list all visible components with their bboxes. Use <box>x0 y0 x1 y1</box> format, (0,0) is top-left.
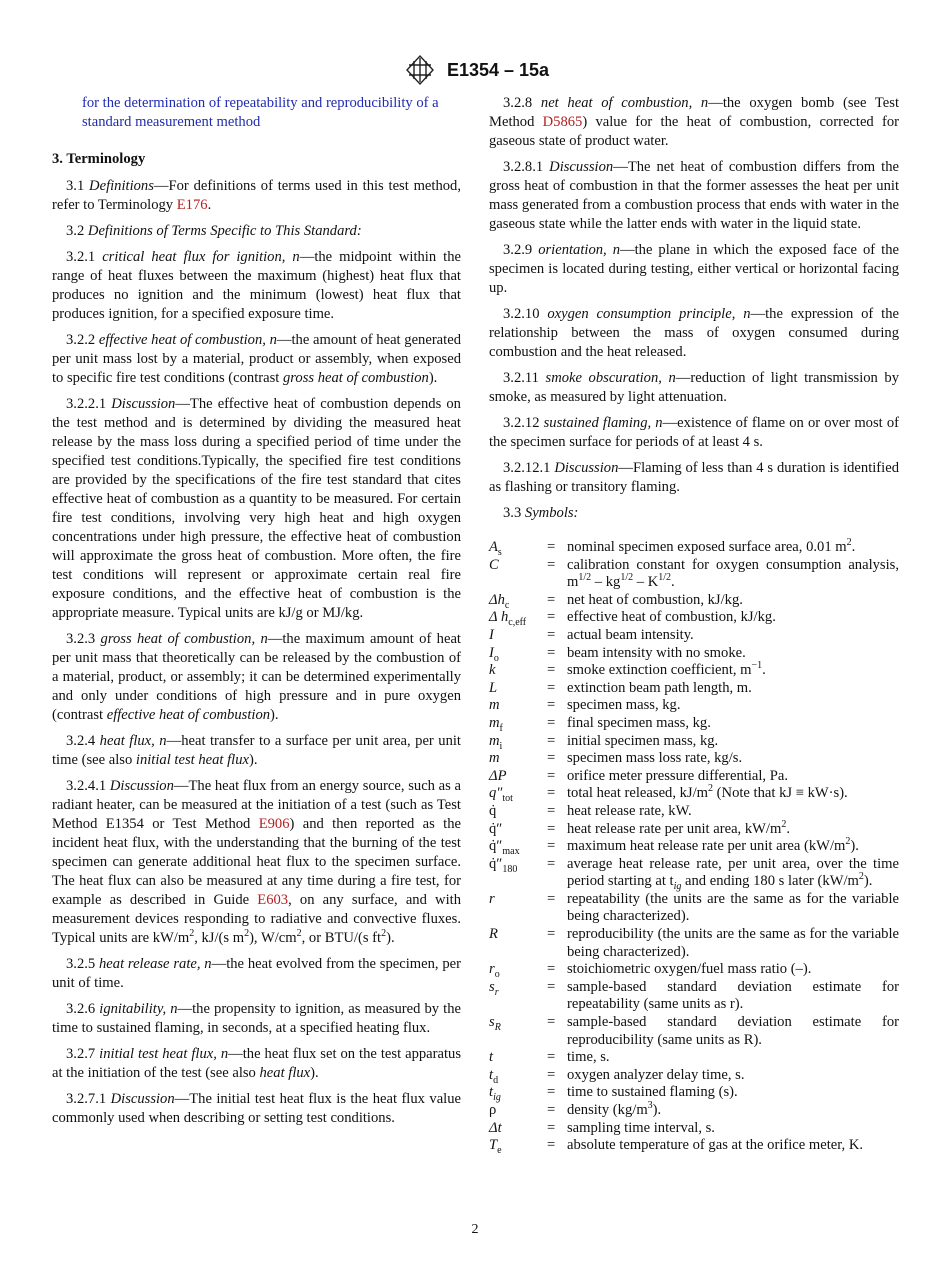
symbol-row <box>489 1137 899 1155</box>
para-3-2-10: 3.2.10 oxygen consumption principle, n—the expression of the relationship between the mass of oxygen consumed during combustion and the heat released. <box>489 306 899 360</box>
symbol-description: actual beam intensity. <box>567 626 694 643</box>
equals-sign: = <box>547 785 556 802</box>
symbol-cell: $A_s$ <box>489 539 502 558</box>
symbol-description: effective heat of combustion, kJ/kg. <box>567 609 776 626</box>
section-heading: 3. Terminology <box>52 151 146 167</box>
symbol-cell: $q''_{tot}$ <box>489 785 513 805</box>
symbol-cell: ρ <box>489 1102 497 1118</box>
equals-sign: = <box>547 1102 556 1118</box>
symbol-cell: $s_r$ <box>489 978 499 998</box>
symbol-description: extinction beam path length, m. <box>567 679 752 696</box>
symbol-description: oxygen analyzer delay time, s. <box>567 1066 745 1083</box>
equals-sign: = <box>547 679 556 696</box>
para-3-2-2: 3.2.2 effective heat of combustion, n—the amount of heat generated per unit mass lost by a material, product or assembly, when exposed to specific fire test conditions (contrast gross heat of combustion). <box>52 332 461 386</box>
symbol-description: sample-based standard deviation estimate for repeatability (same units as r). <box>567 978 899 1013</box>
symbol-cell: $q̇''_{180}$ <box>489 855 518 875</box>
symbol-cell: q̇ <box>489 802 497 819</box>
page-header <box>0 50 950 90</box>
right-column <box>489 94 899 1155</box>
symbol-description: maximum heat release rate per unit area $(kW/m^2)$. <box>567 836 859 855</box>
symbol-cell: $t_{ig}$ <box>489 1084 501 1104</box>
equals-sign: = <box>547 714 556 731</box>
equals-sign: = <box>547 978 556 995</box>
symbol-description: absolute temperature of gas at the orifice meter, K. <box>567 1137 864 1154</box>
page-number: 2 <box>471 1222 479 1237</box>
symbol-description: average heat release rate, per unit area, over the time period starting at $t_{ig}$ and ending 180 s later $(kW/m^2)$. <box>567 855 899 893</box>
symbol-description: initial specimen mass, kg. <box>567 732 719 749</box>
symbol-cell: $\Delta h_c$ <box>489 591 510 611</box>
symbol-description: time, s. <box>567 1049 610 1066</box>
symbol-cell: $s_R$ <box>489 1014 501 1033</box>
ref-e176-link[interactable]: E176 <box>176 197 208 213</box>
symbol-cell: Δt <box>489 1119 502 1136</box>
para-3-2-4: 3.2.4 heat flux, n—heat transfer to a surface per unit area, per unit time (see also initial test heat flux). <box>52 733 461 768</box>
symbol-cell: $r_o$ <box>489 961 500 981</box>
symbol-row <box>489 750 899 768</box>
symbol-row <box>489 856 899 891</box>
para-3-1: 3.1 Definitions—For definitions of terms used in this test method, refer to Terminology E176. <box>52 178 461 213</box>
para-3-2-12-1: 3.2.12.1 Discussion—Flaming of less than 4 s duration is identified as flashing or transitory flaming. <box>489 460 899 495</box>
symbol-description: sample-based standard deviation estimate for reproducibility (same units as R). <box>567 1014 899 1048</box>
symbol-cell: r <box>489 890 495 907</box>
symbol-row <box>489 645 899 663</box>
symbol-row <box>489 821 899 839</box>
symbol-description: total heat released, $kJ/m^2$ (Note that kJ ≡ kW·s). <box>567 783 848 802</box>
symbol-description: beam intensity with no smoke. <box>567 644 746 661</box>
symbol-cell: C <box>489 556 499 573</box>
symbol-row <box>489 1102 899 1120</box>
symbol-description: stoichiometric oxygen/fuel mass ratio (–). <box>567 961 812 978</box>
symbol-row <box>489 891 899 926</box>
symbol-row <box>489 662 899 680</box>
equals-sign: = <box>547 1084 556 1101</box>
equals-sign: = <box>547 926 556 943</box>
symbol-cell: $m_i$ <box>489 732 503 752</box>
symbol-row <box>489 1049 899 1067</box>
symbol-cell: $q̇''_{max}$ <box>489 838 520 857</box>
symbol-row <box>489 785 899 803</box>
para-3-2-6: 3.2.6 ignitability, n—the propensity to ignition, as measured by the time to sustained flaming, in seconds, at a specified heating flux. <box>52 1001 461 1036</box>
symbol-row <box>489 1120 899 1138</box>
astm-logo <box>401 53 439 87</box>
symbol-cell: R <box>489 926 498 943</box>
symbol-description: time to sustained flaming (s). <box>567 1084 738 1101</box>
symbol-row <box>489 979 899 1014</box>
equals-sign: = <box>547 750 556 767</box>
symbol-cell: m <box>489 750 500 767</box>
equals-sign: = <box>547 609 556 626</box>
symbol-row <box>489 697 899 715</box>
symbol-cell: $T_e$ <box>489 1137 502 1157</box>
para-3-2-7: 3.2.7 initial test heat flux, n—the heat flux set on the test apparatus at the initiation of the test (see also heat flux). <box>52 1046 462 1081</box>
symbol-description: net heat of combustion, kJ/kg. <box>567 591 743 608</box>
symbol-description: density $(kg/m^3)$. <box>567 1100 662 1118</box>
symbol-cell: $m_f$ <box>489 714 503 734</box>
symbol-row <box>489 1067 899 1085</box>
para-3-2-8-1: 3.2.8.1 Discussion—The net heat of combustion differs from the gross heat of combustion in that the former assesses the heat per unit mass generated from a combustion process that ends with water in the gaseous state while the latter ends with water in the liquid state. <box>489 159 899 232</box>
equals-sign: = <box>547 802 556 819</box>
symbol-cell: q̇″ <box>489 820 503 837</box>
para-3-2-1: 3.2.1 critical heat flux for ignition, n—the midpoint within the range of heat fluxes between the maximum (highest) heat flux that produces no ignition and the minimum (lowest) heat flux that produces ignition, for a specified exposure time. <box>52 249 461 322</box>
symbol-description: calibration constant for oxygen consumption analysis, $m^{1/2} - kg^{1/2} - K^{1/2}$. <box>567 556 899 591</box>
document-id: E1354 – 15a <box>446 59 550 80</box>
symbol-description: sampling time interval, s. <box>567 1119 715 1136</box>
equals-sign: = <box>547 662 556 679</box>
equals-sign: = <box>547 626 556 643</box>
symbol-row <box>489 539 899 557</box>
para-3-2-11: 3.2.11 smoke obscuration, n—reduction of light transmission by smoke, as measured by light attenuation. <box>489 370 899 405</box>
equals-sign: = <box>547 767 556 784</box>
symbol-cell: t <box>489 1049 494 1066</box>
para-3-2: 3.2 Definitions of Terms Specific to This Standard: <box>66 223 362 239</box>
para-3-2-12: 3.2.12 sustained flaming, n—existence of flame on or over most of the specimen surface for periods of at least 4 s. <box>489 415 900 450</box>
symbol-description: reproducibility (the units are the same as for the variable being characterized). <box>567 926 899 960</box>
symbol-row <box>489 838 899 856</box>
symbol-row <box>489 557 899 592</box>
symbol-row <box>489 609 899 627</box>
equals-sign: = <box>547 591 556 608</box>
equals-sign: = <box>547 644 556 661</box>
equals-sign: = <box>547 820 556 837</box>
continued-text: for the determination of repeatability and reproducibility of a standard measurement method <box>82 95 439 130</box>
equals-sign: = <box>547 539 556 555</box>
symbol-cell: I <box>489 626 494 643</box>
equals-sign: = <box>547 838 556 855</box>
para-3-2-3: 3.2.3 gross heat of combustion, n—the maximum amount of heat per unit mass that theoretically can be released by the combustion of a material, product, or assembly; it can be determined experimentally and only under conditions of high pressure and in pure oxygen (contrast effective heat of combustion). <box>52 631 461 723</box>
equals-sign: = <box>547 556 556 573</box>
symbol-description: nominal specimen exposed surface area, 0.01 $m^2$. <box>567 537 856 555</box>
symbol-row <box>489 768 899 786</box>
symbol-description: heat release rate per unit area, $kW/m^2$. <box>567 818 790 837</box>
symbol-description: smoke extinction coefficient, $m^{-1}$. <box>567 660 766 679</box>
para-3-2-2-1: 3.2.2.1 Discussion—The effective heat of combustion depends on the test method and is determined by dividing the measured heat release by the mass loss during a specified period of time under the specified test conditions.Typically, the specified fire test conditions are provided by the specifications of the fire test standard that cites effective heat of combustion as a quantity to be measured. For certain fire test conditions, involving very high heat and high oxygen concentrations under high pressure, the effective heat of combustion will approximate the gross heat of combustion. More often, the fire test conditions will represent or approximate certain real fire exposure conditions, and the effective heat of combustion is the appropriate measure. Typical units are kJ/g or MJ/kg. <box>52 396 461 621</box>
para-3-2-8: 3.2.8 net heat of combustion, n—the oxygen bomb (see Test Method D5865) value for the heat of combustion, corrected for gaseous state of product water. <box>489 95 899 149</box>
equals-sign: = <box>547 1014 556 1031</box>
symbol-description: repeatability (the units are the same as for the variable being characterized). <box>567 890 899 925</box>
equals-sign: = <box>547 961 556 978</box>
symbol-row <box>489 627 899 645</box>
symbol-row <box>489 715 899 733</box>
symbol-row <box>489 926 899 961</box>
ref-e906-link[interactable]: E906 <box>258 816 290 832</box>
equals-sign: = <box>547 1137 556 1154</box>
equals-sign: = <box>547 1119 556 1136</box>
symbol-description: specimen mass loss rate, kg/s. <box>567 750 743 767</box>
symbol-row <box>489 733 899 751</box>
symbol-row <box>489 1014 899 1049</box>
ref-e603-link[interactable]: E603 <box>257 892 289 908</box>
symbol-cell: k <box>489 662 496 679</box>
symbol-cell: ΔP <box>489 767 507 784</box>
equals-sign: = <box>547 855 556 872</box>
equals-sign: = <box>547 890 556 907</box>
symbols-table <box>489 539 899 1155</box>
symbol-row <box>489 961 899 979</box>
symbol-row <box>489 803 899 821</box>
symbol-description: specimen mass, kg. <box>567 697 681 714</box>
equals-sign: = <box>547 1066 556 1083</box>
para-3-2-4-1: 3.2.4.1 Discussion—The heat flux from an energy source, such as a radiant heater, can be measured at the initiation of a test (such as Test Method E1354 or Test Method E906) and then reported as the incident heat flux, with the understanding that the burning of the test specimen can generate additional heat flux to the specimen surface. The heat flux can also be measured at any time during a fire test, for example as described in Guide E603, on any surface, and with measurement devices responding to radiative and convective fluxes. Typical units are $kW/m^2$, kJ/(s $m^2$), $W/cm^2$, or BTU/(s $ft^2$). <box>52 778 461 946</box>
equals-sign: = <box>547 732 556 749</box>
symbol-row <box>489 1084 899 1102</box>
para-3-3: 3.3 Symbols: <box>503 505 579 521</box>
para-3-2-7-1: 3.2.7.1 Discussion—The initial test heat flux is the heat flux value commonly used when describing or setting test conditions. <box>52 1091 461 1126</box>
symbol-cell: $I_o$ <box>489 644 499 664</box>
symbol-description: final specimen mass, kg. <box>567 714 711 731</box>
para-3-2-9: 3.2.9 orientation, n—the plane in which the exposed face of the specimen is located during testing, either vertical or horizontal facing up. <box>489 242 899 296</box>
ref-d5865-link[interactable]: D5865 <box>542 114 583 130</box>
symbol-cell: m <box>489 697 500 714</box>
symbol-row <box>489 680 899 698</box>
symbol-description: orifice meter pressure differential, Pa. <box>567 767 788 784</box>
equals-sign: = <box>547 697 556 714</box>
equals-sign: = <box>547 1049 556 1066</box>
symbol-description: heat release rate, kW. <box>567 802 692 819</box>
left-column <box>52 94 461 1135</box>
para-3-2-5: 3.2.5 heat release rate, n—the heat evolved from the specimen, per unit of time. <box>52 956 461 991</box>
symbol-cell: Δ $h_{c,eff}$ <box>489 609 527 629</box>
symbol-cell: $t_d$ <box>489 1066 499 1086</box>
symbol-cell: L <box>489 679 498 696</box>
symbol-row <box>489 592 899 610</box>
